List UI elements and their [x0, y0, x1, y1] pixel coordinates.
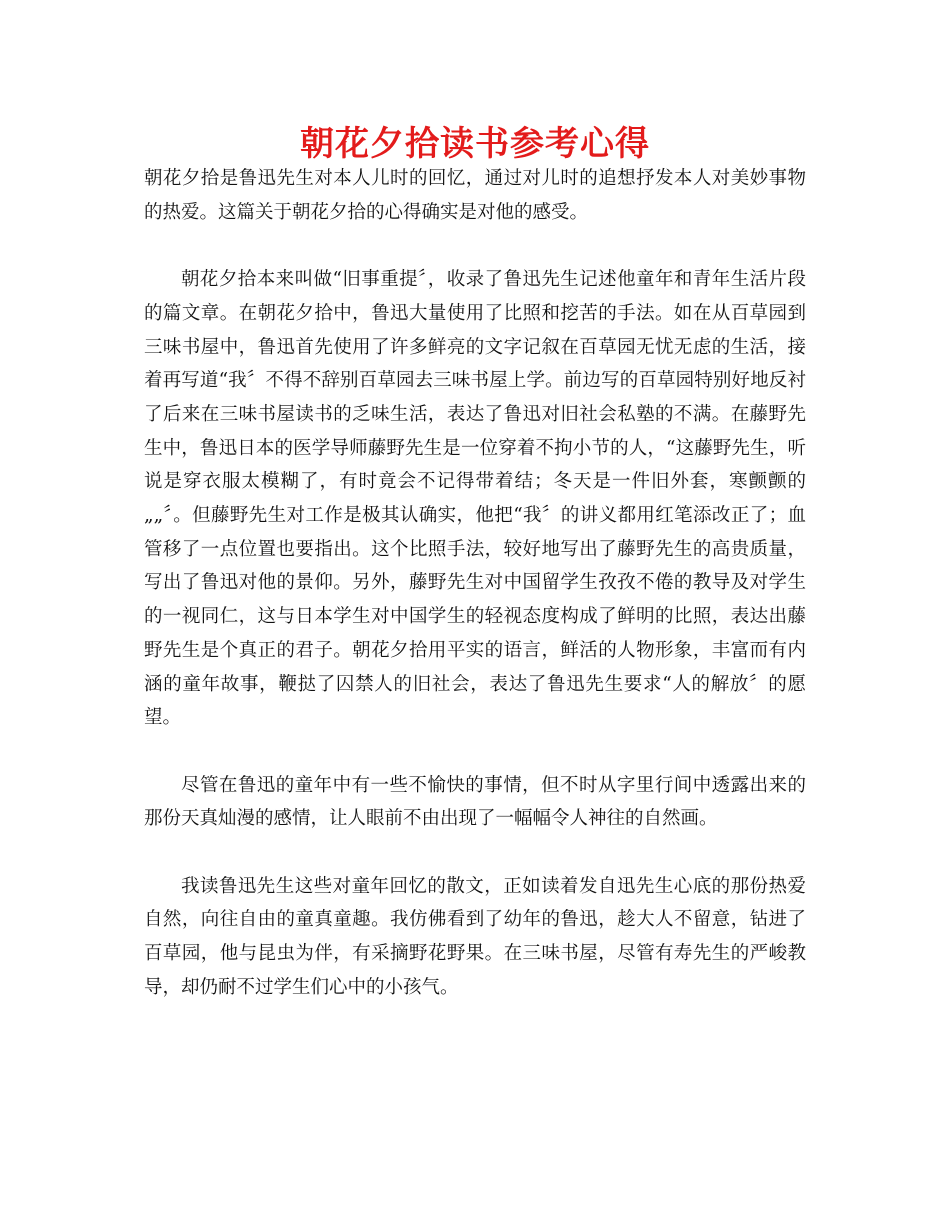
- intro-paragraph: 朝花夕拾是鲁迅先生对本人儿时的回忆，通过对儿时的追想抒发本人对美妙事物的热爱。这篇关于朝花夕拾的心得确实是对他的感受。: [144, 168, 806, 223]
- document-title: 朝花夕拾读书参考心得: [300, 124, 650, 164]
- body-paragraph-2: 尽管在鲁迅的童年中有一些不愉快的事情，但不时从字里行间中透露出来的那份天真灿漫的感情，让人眼前不由出现了一幅幅令人神往的自然画。: [144, 774, 806, 830]
- paragraph-spacer: [144, 229, 806, 263]
- paragraph-spacer: [144, 735, 806, 769]
- paragraph-spacer: [144, 836, 806, 870]
- body-paragraph-1: 朝花夕拾本来叫做“旧事重提〞，收录了鲁迅先生记述他童年和青年生活片段的篇文章。在朝花夕拾中，鲁迅大量使用了比照和挖苦的手法。如在从百草园到三味书屋中，鲁迅首先使用了许多鲜亮的文字记叙在百草园无忧无虑的生活，接着再写道“我〞不得不辞别百草园去三味书屋上学。前边写的百草园特别好地反衬了后来在三味书屋读书的乏味生活，表达了鲁迅对旧社会私塾的不满。在藤野先生中，鲁迅日本的医学导师藤野先生是一位穿着不拘小节的人，“这藤野先生，听说是穿衣服太模糊了，有时竟会不记得带着结；冬天是一件旧外套，寒颤颤的„„〞。但藤野先生对工作是极其认确实，他把“我〞的讲义都用红笔添改正了；血管移了一点位置也要指出。这个比照手法，较好地写出了藤野先生的高贵质量，写出了鲁迅对他的景仰。另外，藤野先生对中国留学生孜孜不倦的教导及对学生的一视同仁，这与日本学生对中国学生的轻视态度构成了鲜明的比照，表达出藤野先生是个真正的君子。朝花夕拾用平实的语言，鲜活的人物形象，丰富而有内涵的童年故事，鞭挞了囚禁人的旧社会，表达了鲁迅先生要求“人的解放〞的愿望。: [144, 269, 806, 729]
- document-body: [144, 162, 806, 1005]
- body-paragraph-3: 我读鲁迅先生这些对童年回忆的散文，正如读着发自迅先生心底的那份热爱自然，向往自由的童真童趣。我仿佛看到了幼年的鲁迅，趁大人不留意，钻进了百草园，他与昆虫为伴，有采摘野花野果。在三味书屋，尽管有寿先生的严峻教导，却仍耐不过学生们心中的小孩气。: [144, 875, 806, 998]
